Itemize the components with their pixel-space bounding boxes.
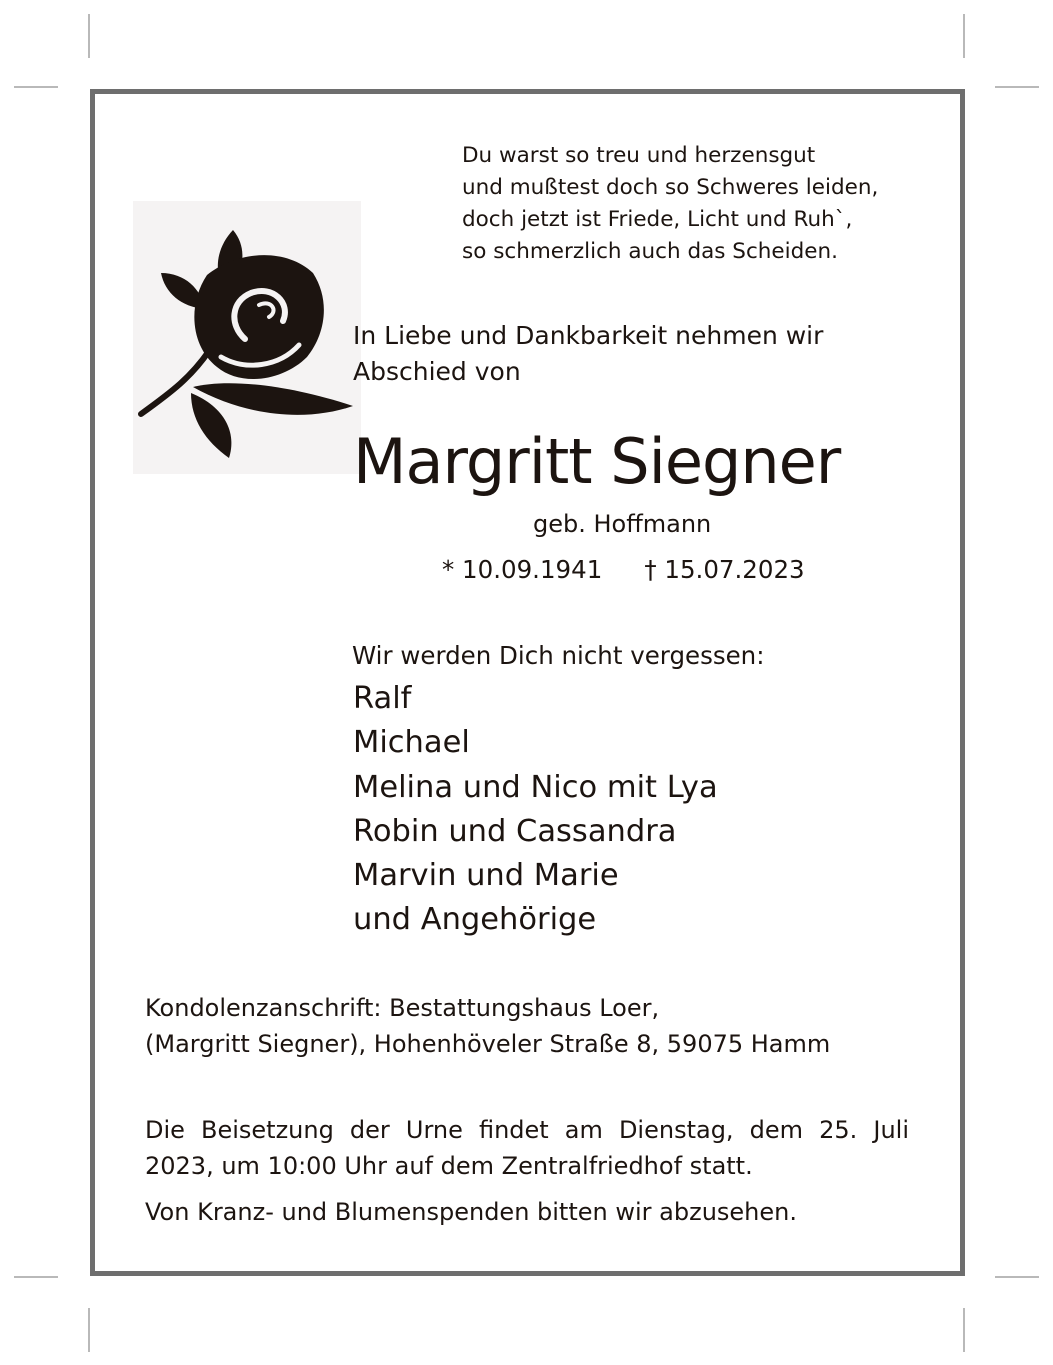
crop-mark <box>995 1276 1039 1278</box>
burial-notice: Die Beisetzung der Urne findet am Dienstag, dem 25. Juli 2023, um 10:00 Uhr auf dem Zentralfriedhof statt. <box>145 1116 909 1180</box>
mourner-name: und Angehörige <box>353 902 597 938</box>
poem-line: doch jetzt ist Friede, Licht und Ruh`, <box>462 207 853 232</box>
address-line: (Margritt Siegner), Hohenhöveler Straße 8, 59075 Hamm <box>145 1030 831 1058</box>
mourners-lead: Wir werden Dich nicht vergessen: <box>352 641 765 670</box>
poem-line: Du warst so treu und herzensgut <box>462 143 816 168</box>
crop-mark <box>963 1308 965 1352</box>
mourner-name: Ralf <box>353 681 412 716</box>
poem <box>462 140 878 268</box>
condolence-address <box>145 990 830 1062</box>
death-date: † 15.07.2023 <box>644 555 805 584</box>
deceased-name: Margritt Siegner <box>353 425 841 498</box>
intro-line: Abschied von <box>353 357 521 386</box>
address-line: Kondolenzanschrift: Bestattungshaus Loer, <box>145 994 660 1022</box>
poem-line: und mußtest doch so Schweres leiden, <box>462 175 879 200</box>
poem-line: so schmerzlich auch das Scheiden. <box>462 239 838 264</box>
life-dates <box>442 553 805 587</box>
mourner-name: Robin und Cassandra <box>353 813 677 849</box>
birth-date: * 10.09.1941 <box>442 555 603 584</box>
mourner-name: Melina und Nico mit Lya <box>353 769 718 805</box>
crop-mark <box>88 14 90 58</box>
mourner-name: Michael <box>353 725 470 761</box>
crop-mark <box>963 14 965 58</box>
maiden-name: geb. Hoffmann <box>533 510 712 538</box>
mourners-list <box>353 677 718 943</box>
flowers-notice: Von Kranz- und Blumenspenden bitten wir abzusehen. <box>145 1198 797 1226</box>
crop-mark <box>88 1308 90 1352</box>
mourner-name: Marvin und Marie <box>353 858 619 894</box>
intro-line: In Liebe und Dankbarkeit nehmen wir <box>353 321 824 350</box>
rose-icon <box>133 201 361 474</box>
intro-text <box>353 318 823 390</box>
crop-mark <box>14 1276 58 1278</box>
crop-mark <box>14 86 58 88</box>
crop-mark <box>995 86 1039 88</box>
